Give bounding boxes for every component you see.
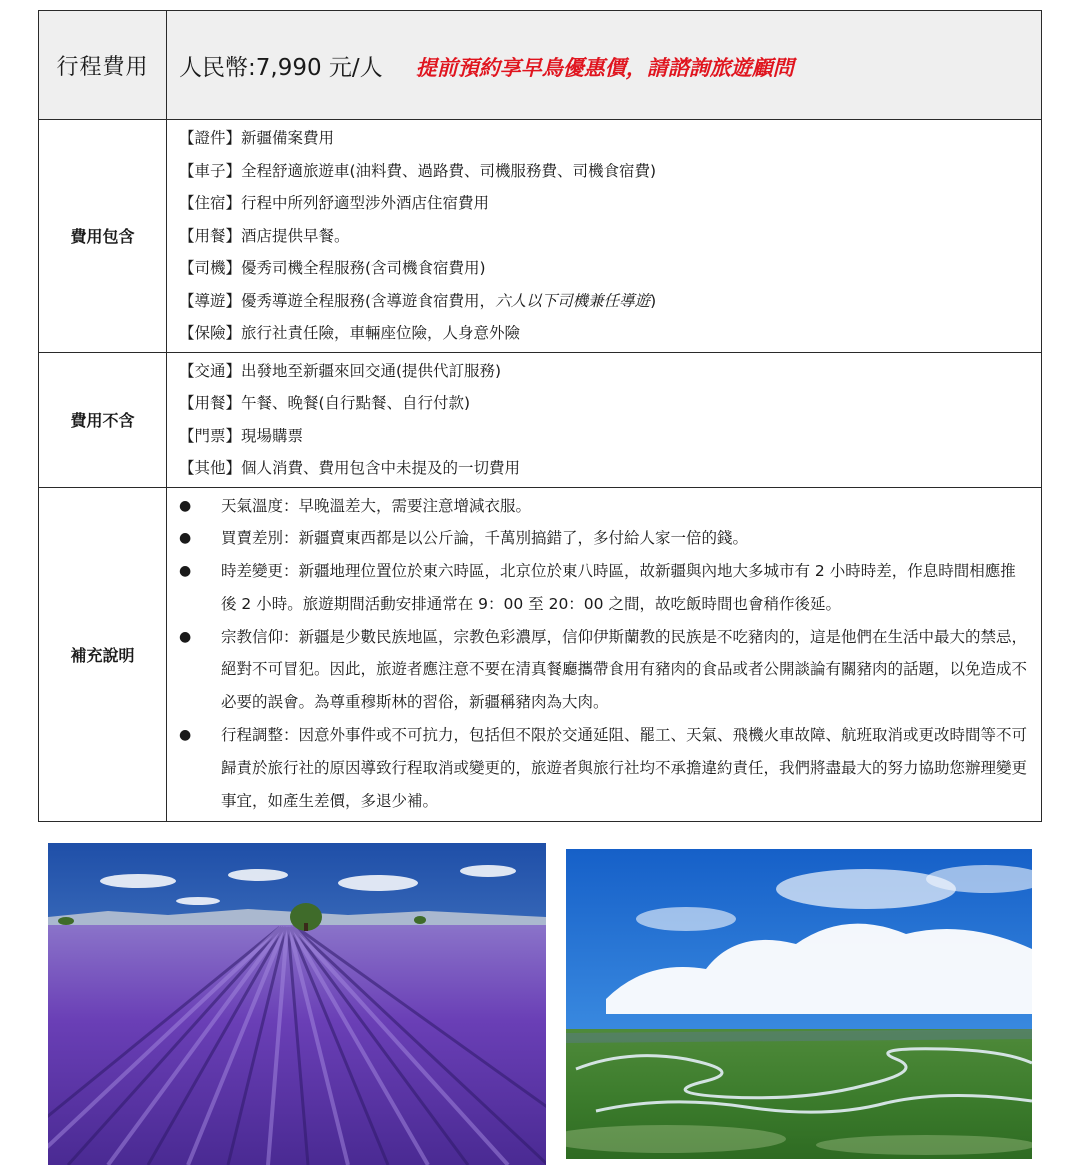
lavender-field-photo (48, 843, 546, 1165)
guide-note: 六人以下司機兼任導遊 (495, 291, 651, 310)
notes-list (167, 487, 1042, 822)
included-list (167, 120, 1042, 353)
note-text: 買賣差別：新疆賣東西都是以公斤論，千萬別搞錯了，多付給人家一倍的錢。 (221, 529, 749, 548)
notes-label: 補充說明 (39, 487, 167, 822)
guide-close: ) (650, 291, 657, 310)
included-item: 【保險】旅行社責任險，車輛座位險，人身意外險 (179, 324, 521, 342)
included-item: 【司機】優秀司機全程服務(含司機食宿費用) (179, 259, 486, 277)
included-row (39, 120, 1042, 353)
notes-row (39, 487, 1042, 822)
price-text: 人民幣:7,990 元/人 (179, 54, 383, 81)
included-item-guide (179, 285, 1041, 318)
note-item (175, 555, 1027, 621)
excluded-row (39, 352, 1042, 487)
bullet-icon: ● (179, 497, 192, 514)
included-item: 【車子】全程舒適旅遊車(油料費、過路費、司機服務費、司機食宿費) (179, 161, 657, 180)
excluded-item: 【用餐】午餐、晚餐(自行點餐、自行付款) (179, 394, 471, 412)
excluded-label: 費用不含 (39, 352, 167, 487)
guide-text: 【導遊】優秀導遊全程服務(含導遊食宿費用， (179, 291, 496, 310)
itinerary-cost-table (38, 10, 1042, 822)
note-text: 行程調整：因意外事件或不可抗力，包括但不限於交通延阻、罷工、天氣、飛機火車故障、航班取消或更改時間等不可歸責於旅行社的原因導致行程取消或變更的，旅遊者與旅行社均不承擔違約責任，我們將盡最大的努力協助您辦理變更事宜，如產生差價，多退少補。 (221, 726, 1028, 810)
bullet-icon: ● (179, 530, 192, 547)
excluded-item: 【門票】現場購票 (179, 426, 304, 445)
grassland-river-photo (566, 849, 1032, 1159)
included-item: 【用餐】酒店提供早餐。 (179, 226, 350, 245)
excluded-item: 【其他】個人消費、費用包含中未提及的一切費用 (179, 459, 521, 477)
note-item (175, 522, 1027, 555)
included-label: 費用包含 (39, 120, 167, 353)
note-item (175, 490, 1027, 523)
price-cell (167, 11, 1042, 120)
excluded-item: 【交通】出發地至新疆來回交通(提供代訂服務) (179, 361, 502, 380)
cost-label: 行程費用 (39, 11, 167, 120)
excluded-list (167, 352, 1042, 487)
bullet-icon: ● (179, 727, 192, 744)
header-row (39, 11, 1042, 120)
promo-text: 提前預約享早鳥優惠價，請諮詢旅遊顧問 (415, 55, 794, 80)
note-item (175, 719, 1027, 817)
bullet-icon: ● (179, 563, 192, 580)
included-item: 【住宿】行程中所列舒適型涉外酒店住宿費用 (179, 194, 490, 212)
note-text: 宗教信仰：新疆是少數民族地區，宗教色彩濃厚，信仰伊斯蘭教的民族是不吃豬肉的，這是他們在生活中最大的禁忌，絕對不可冒犯。因此，旅遊者應注意不要在清真餐廳攜帶食用有豬肉的食品或者公開談論有關豬肉的話題，以免造成不必要的誤會。為尊重穆斯林的習俗，新疆稱豬肉為大肉。 (221, 627, 1028, 712)
included-item: 【證件】新疆備案費用 (179, 129, 335, 147)
note-text: 天氣溫度：早晚溫差大，需要注意增減衣服。 (221, 496, 532, 515)
note-item (175, 621, 1027, 719)
bullet-icon: ● (179, 628, 192, 645)
note-text: 時差變更：新疆地理位置位於東六時區，北京位於東八時區，故新疆與內地大多城市有 2 小時時差，作息時間相應推後 2 小時。旅遊期間活動安排通常在 9：00 至 20：00 之間，故吃飯時間也會稍作後延。 (221, 562, 1016, 613)
